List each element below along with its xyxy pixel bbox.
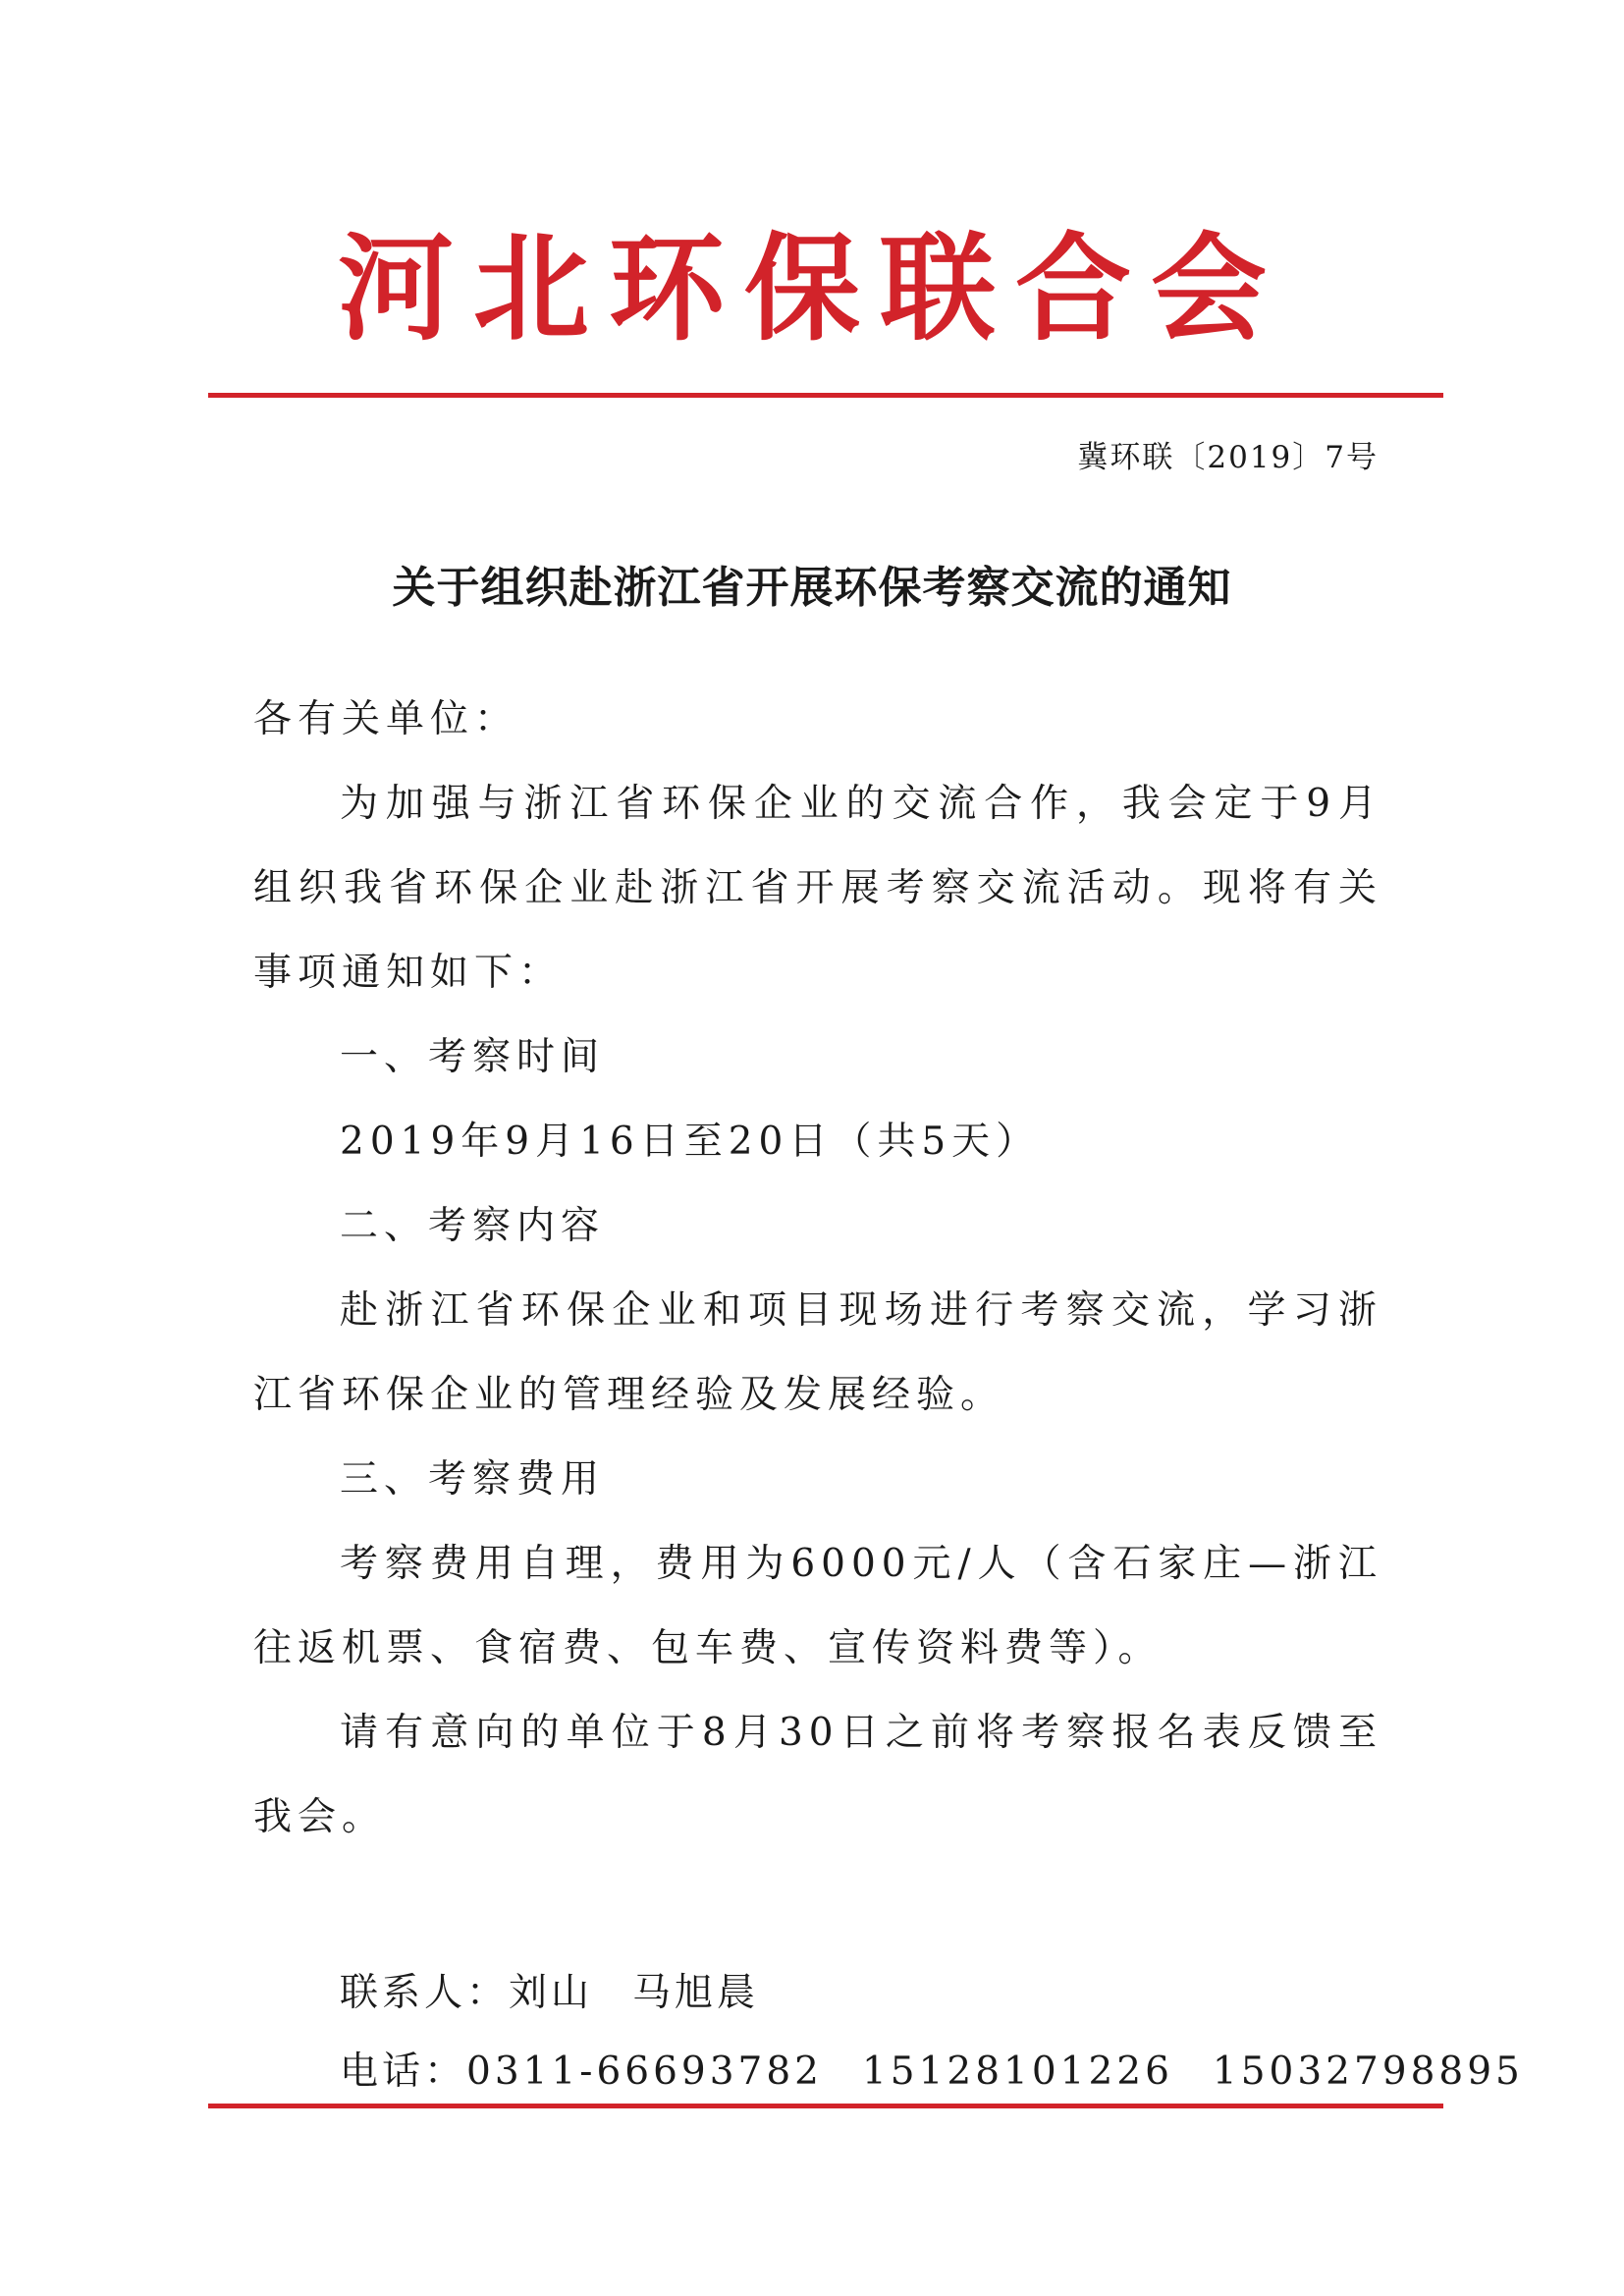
section-heading-content: 二、考察内容 — [340, 1204, 606, 1248]
contact-phones-row — [340, 2033, 1524, 2111]
salutation: 各有关单位： — [253, 697, 519, 741]
paragraph-intro: 为加强与浙江省环保企业的交流合作，我会定于9月组织我省环保企业赴浙江省开展考察交流活动。现将有关事项通知如下： — [253, 782, 1382, 995]
contact-persons-row — [340, 1954, 1524, 2033]
paragraph-cost: 考察费用自理，费用为6000元/人（含石家庄—浙江往返机票、食宿费、包车费、宣传资料费等）。 — [253, 1542, 1382, 1670]
notice-body — [253, 678, 1382, 1860]
paragraph-time: 2019年9月16日至20日（共5天） — [340, 1120, 1041, 1164]
phone-number: 0311-66693782 — [466, 2050, 823, 2094]
phone-label: 电话： — [340, 2050, 467, 2094]
section-heading-time: 一、考察时间 — [340, 1035, 606, 1079]
footer-divider — [208, 2104, 1443, 2108]
phone-number: 15032798895 — [1212, 2050, 1524, 2094]
phone-number: 15128101226 — [861, 2050, 1173, 2094]
contact-block — [340, 1954, 1524, 2111]
masthead-divider — [208, 393, 1443, 398]
masthead-title: 河北环保联合会 — [337, 221, 1286, 356]
paragraph-content: 赴浙江省环保企业和项目现场进行考察交流，学习浙江省环保企业的管理经验及发展经验。 — [253, 1288, 1382, 1417]
document-number: 冀环联〔2019〕7号 — [1077, 440, 1379, 475]
contact-name: 刘山 — [509, 1971, 594, 2015]
paragraph-registration: 请有意向的单位于8月30日之前将考察报名表反馈至我会。 — [253, 1711, 1382, 1839]
section-heading-cost: 三、考察费用 — [340, 1457, 606, 1502]
notice-title: 关于组织赴浙江省开展环保考察交流的通知 — [392, 563, 1232, 613]
contact-name: 马旭晨 — [632, 1971, 760, 2015]
contact-label: 联系人： — [340, 1971, 510, 2015]
